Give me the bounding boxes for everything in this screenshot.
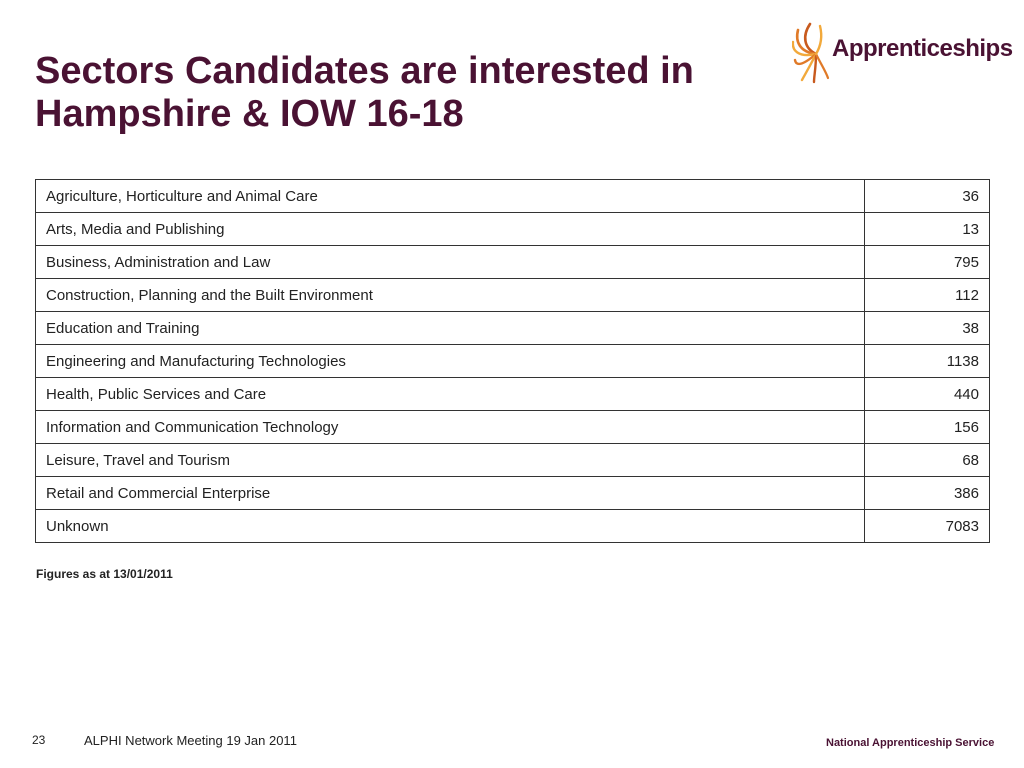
sector-count-cell: 1138 [865,345,990,378]
sector-count-cell: 795 [865,246,990,279]
sector-count-cell: 7083 [865,510,990,543]
sector-name-cell: Engineering and Manufacturing Technologies [36,345,865,378]
sector-count-cell: 13 [865,213,990,246]
table-row [36,411,990,444]
table-row [36,477,990,510]
sector-name-cell: Leisure, Travel and Tourism [36,444,865,477]
sector-name-cell: Agriculture, Horticulture and Animal Care [36,180,865,213]
sector-count-cell: 156 [865,411,990,444]
sector-name-cell: Construction, Planning and the Built Environment [36,279,865,312]
sector-name-cell: Information and Communication Technology [36,411,865,444]
footer-meeting-text: ALPHI Network Meeting 19 Jan 2011 [84,733,297,748]
figures-note: Figures as at 13/01/2011 [36,567,173,581]
sector-count-cell: 112 [865,279,990,312]
sector-count-cell: 38 [865,312,990,345]
table-row [36,180,990,213]
table-row [36,444,990,477]
slide-title-line-2: Hampshire & IOW 16-18 [35,93,464,135]
footer-brand: National Apprenticeship Service [826,737,995,749]
sector-name-cell: Unknown [36,510,865,543]
table-row [36,378,990,411]
slide-title-line-1: Sectors Candidates are interested in [35,50,694,92]
sector-name-cell: Education and Training [36,312,865,345]
table-row [36,246,990,279]
sector-count-cell: 440 [865,378,990,411]
table-row [36,213,990,246]
apprenticeships-logo [792,20,1013,85]
sector-name-cell: Arts, Media and Publishing [36,213,865,246]
table-row [36,345,990,378]
table-row [36,312,990,345]
table-row [36,279,990,312]
sector-name-cell: Health, Public Services and Care [36,378,865,411]
logo-wordmark: Apprenticeships [832,35,1013,62]
sector-count-cell: 386 [865,477,990,510]
sector-name-cell: Business, Administration and Law [36,246,865,279]
sector-count-cell: 68 [865,444,990,477]
page-number: 23 [32,733,46,747]
slide-title [35,50,694,136]
sector-table [35,179,990,543]
sector-count-cell: 36 [865,180,990,213]
table-row [36,510,990,543]
sector-name-cell: Retail and Commercial Enterprise [36,477,865,510]
